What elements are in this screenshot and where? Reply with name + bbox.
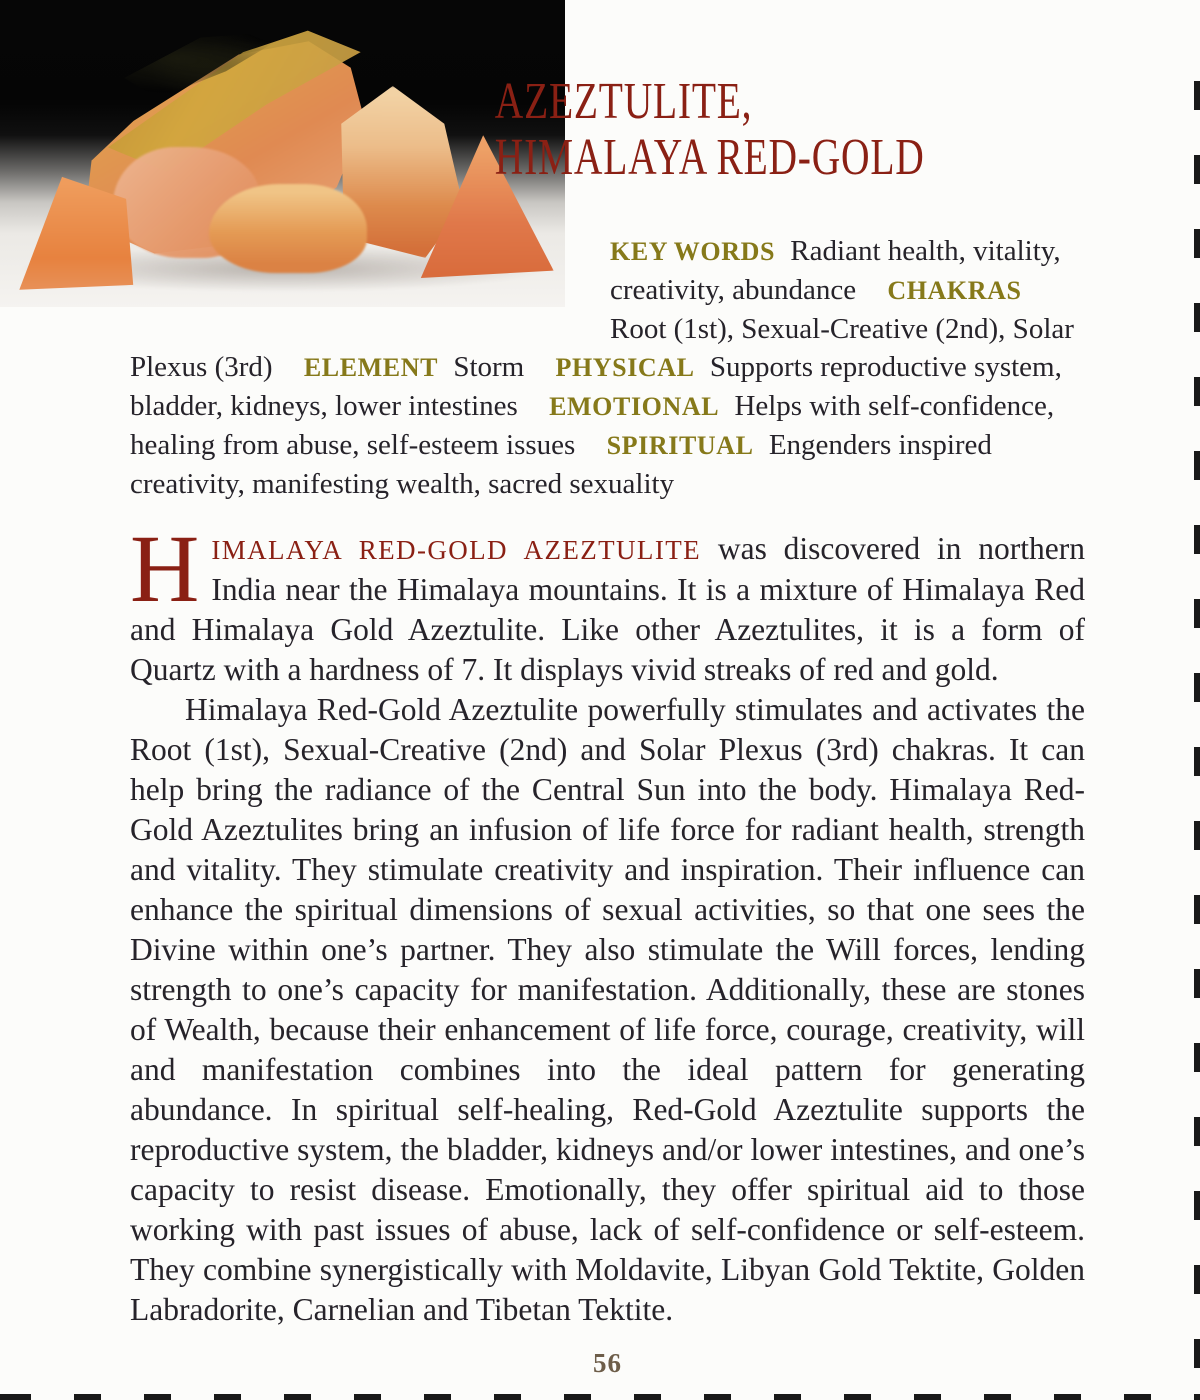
property-label-physical: PHYSICAL <box>555 353 695 382</box>
property-value-spiritual: Engenders inspired creativity, manifesting wealth, sacred sexuality <box>130 429 992 500</box>
property-value-emotional: Helps with self-confidence, healing from abuse, self-esteem issues <box>130 390 1055 461</box>
property-label-spiritual: SPIRITUAL <box>606 431 754 460</box>
crystal-stone-front <box>209 184 367 273</box>
property-label-element: ELEMENT <box>303 353 439 382</box>
page-edge-marks-right <box>1194 36 1200 1400</box>
page-edge-marks-bottom <box>0 1394 1200 1400</box>
paragraph-1 <box>130 515 1085 690</box>
page-title-line2: HIMALAYA RED-GOLD <box>494 129 925 186</box>
property-label-chakras: CHAKRAS <box>887 276 1022 305</box>
paragraph-1-text: was discovered in northern India near the Himalaya mountains. It is a mixture of Himalaya Red and Himalaya Gold Azeztulite. Like other Azeztulites, it is a form of Quartz with a hardness of 7. It displays vivid streaks of red and gold. <box>130 531 1085 687</box>
paragraph-2: Himalaya Red-Gold Azeztulite powerfully stimulates and activates the Root (1st), Sexual-Creative (2nd) and Solar Plexus (3rd) chakras. It can help bring the radiance of the Central Sun into the body. Himalaya Red-Gold Azeztulites bring an infusion of life force for radiant health, strength and vitality. They stimulate creativity and inspiration. Their influence can enhance the spiritual dimensions of sexual activities, so that one sees the Divine within one’s partner. They also stimulate the Will forces, lending strength to one’s capacity for manifestation. Additionally, these are stones of Wealth, because their enhancement of life force, courage, creativity, will and manifestation combines into the ideal pattern for generating abundance. In spiritual self-healing, Red-Gold Azeztulite supports the reproductive system, the bladder, kidneys and/or lower intestines, and one’s capacity to resist disease. Emotionally, they offer spiritual aid to those working with past issues of abuse, lack of self-confidence or self-esteem. They combine synergistically with Moldavite, Libyan Gold Tektite, Golden Labradorite, Carnelian and Tibetan Tektite. <box>130 692 1085 1327</box>
property-value-element: Storm <box>453 351 525 383</box>
page-title-line1: AZEZTULITE, <box>494 73 753 130</box>
drop-cap: H <box>130 515 200 622</box>
property-label-emotional: EMOTIONAL <box>549 392 720 421</box>
property-value-key-words: Radiant health, vitality, creativity, abundance <box>610 235 1061 306</box>
lead-small-caps: IMALAYA RED-GOLD AZEZTULITE <box>211 535 701 565</box>
property-label-key-words: KEY WORDS <box>610 237 776 266</box>
page-title <box>130 74 1085 186</box>
property-value-physical: Supports reproductive system, bladder, kidneys, lower intestines <box>130 351 1062 422</box>
page-number: 56 <box>593 1348 622 1378</box>
property-value-chakras: Root (1st), Sexual-Creative (2nd), Solar Plexus (3rd) <box>130 313 1074 383</box>
